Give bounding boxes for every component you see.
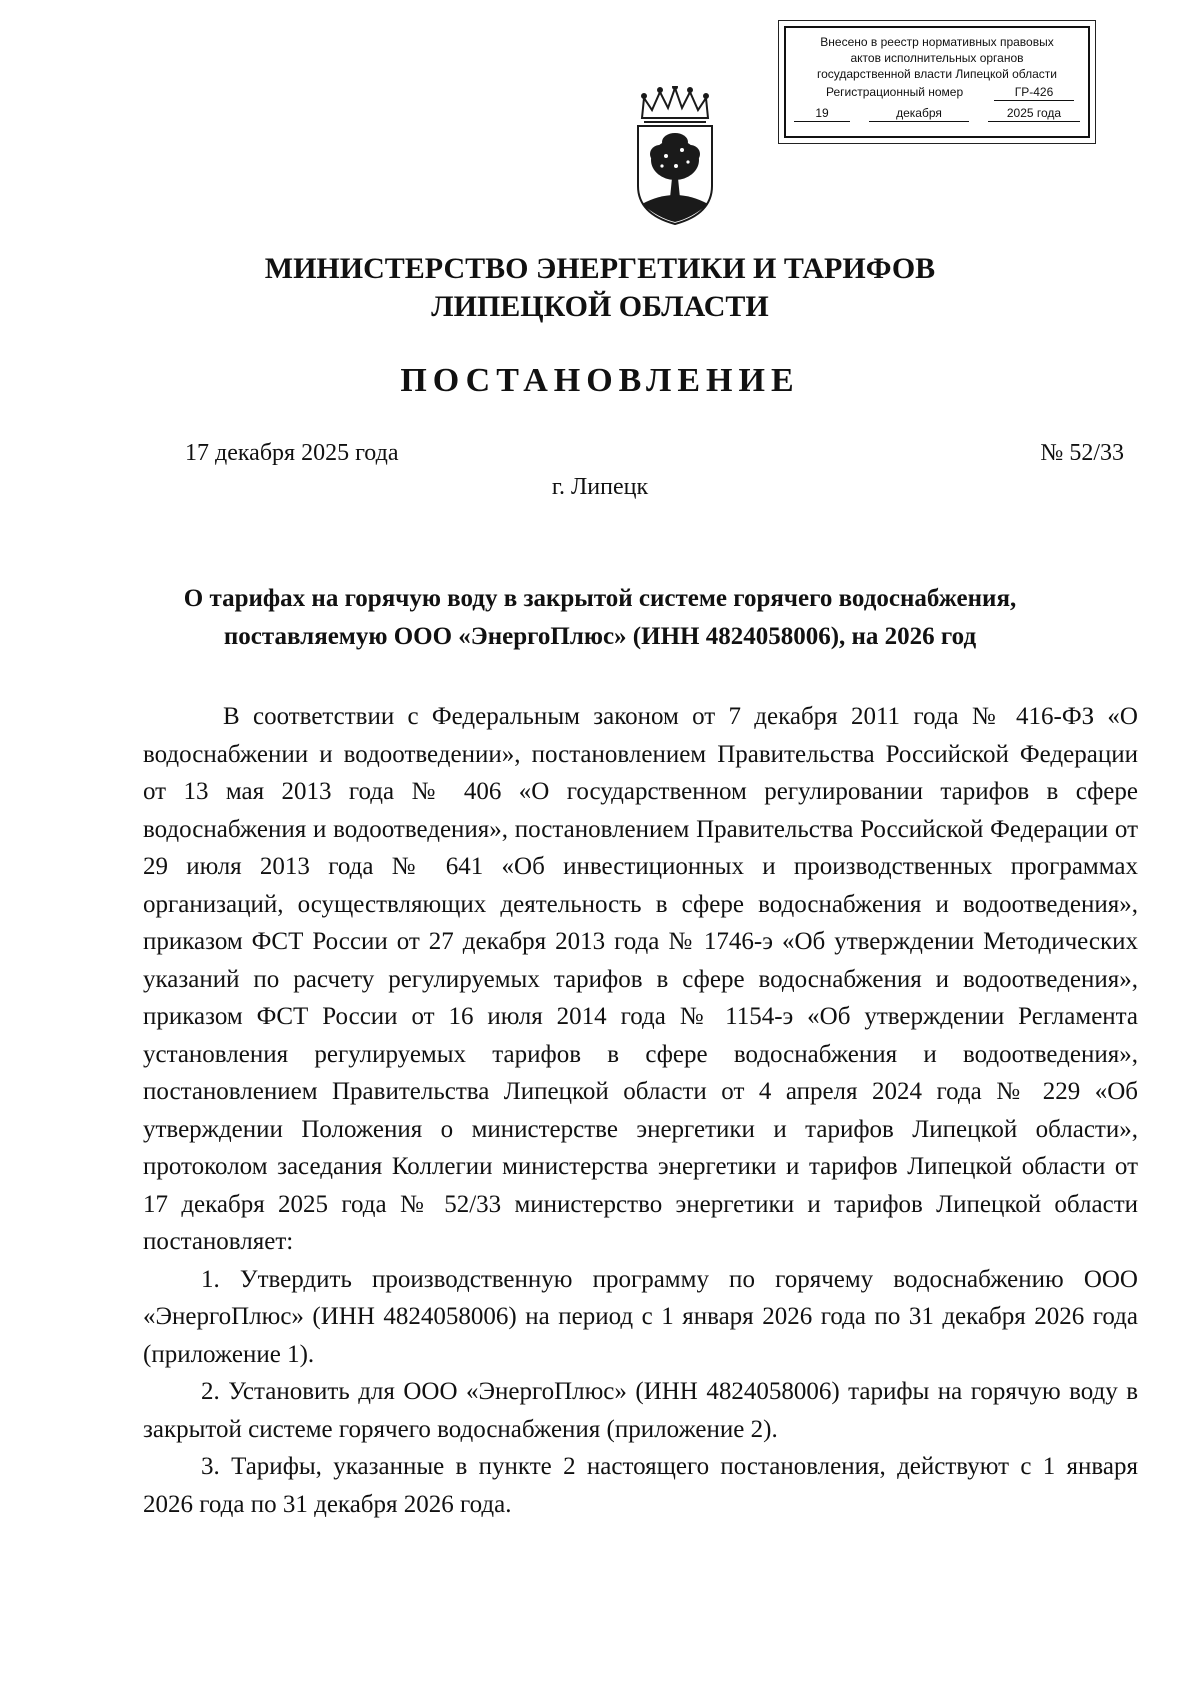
- stamp-reg-number: ГР-426: [994, 84, 1074, 101]
- preamble-paragraph: В соответствии с Федеральным законом от 7 декабря 2011 года № 416-ФЗ «О водоснабжении и водоотведении», постановлением Правительства Российской Федерации от 13 мая 2013 года № 406 «О государственном регулировании тарифов в сфере водоснабжения и водоотведения», постановлением Правительства Российской Федерации от 29 июля 2013 года № 641 «Об инвестиционных и производственных программах организаций, осуществляющих деятельность в сфере водоснабжения и водоотведения», приказом ФСТ России от 27 декабря 2013 года № 1746-э «Об утверждении Методических указаний по расчету регулируемых тарифов в сфере водоснабжения и водоотведения», приказом ФСТ России от 16 июля 2014 года № 1154-э «Об утверждении Регламента установления регулируемых тарифов в сфере водоснабжения и водоотведения», постановлением Правительства Липецкой области от 4 апреля 2024 года № 229 «Об утверждении Положения о министерстве энергетики и тарифов Липецкой области», протоколом заседания Коллегии министерства энергетики и тарифов Липецкой области от 17 декабря 2025 года № 52/33 министерство энергетики и тарифов Липецкой области постановляет:: [143, 703, 1138, 1255]
- stamp-day: 19: [794, 105, 850, 122]
- document-number: № 52/33: [1040, 440, 1124, 466]
- stamp-text-line-1: Внесено в реестр нормативных правовых: [820, 35, 1054, 49]
- ministry-title-line-2: ЛИПЕЦКОЙ ОБЛАСТИ: [431, 290, 769, 323]
- stamp-text-line-3: государственной власти Липецкой области: [816, 67, 1058, 81]
- registry-stamp-frame: [784, 26, 1090, 138]
- coat-of-arms-icon: [630, 86, 720, 226]
- stamp-reg-label: Регистрационный номер: [826, 85, 964, 99]
- document-body: [143, 698, 1138, 1523]
- registry-stamp: [778, 20, 1096, 144]
- document-city: г. Липецк: [551, 474, 649, 500]
- document-type: ПОСТАНОВЛЕНИЕ: [400, 362, 800, 399]
- ministry-title-line-1: МИНИСТЕРСТВО ЭНЕРГЕТИКИ И ТАРИФОВ: [264, 252, 936, 285]
- stamp-year: 2025 года: [988, 105, 1080, 122]
- document-subject: [60, 580, 1140, 656]
- stamp-month: декабря: [869, 105, 969, 122]
- ministry-title: [0, 250, 1200, 326]
- subject-line-2: поставляемую ООО «ЭнергоПлюс» (ИНН 4824058006), на 2026 год: [223, 623, 977, 650]
- clause-1: 1. Утвердить производственную программу по горячему водоснабжению ООО «ЭнергоПлюс» (ИНН 4824058006) на период с 1 января 2026 года по 31 декабря 2026 года (приложение 1).: [143, 1265, 1138, 1368]
- document-date: 17 декабря 2025 года: [185, 440, 399, 466]
- subject-line-1: О тарифах на горячую воду в закрытой системе горячего водоснабжения,: [183, 585, 1017, 612]
- stamp-text-line-2: актов исполнительных органов: [850, 51, 1024, 65]
- clause-2: 2. Установить для ООО «ЭнергоПлюс» (ИНН 4824058006) тарифы на горячую воду в закрытой системе горячего водоснабжения (приложение 2).: [143, 1378, 1138, 1443]
- clause-3: 3. Тарифы, указанные в пункте 2 настоящего постановления, действуют с 1 января 2026 года по 31 декабря 2026 года.: [143, 1453, 1138, 1518]
- stamp-date-row: [786, 105, 1088, 122]
- stamp-registration-row: [786, 84, 1088, 101]
